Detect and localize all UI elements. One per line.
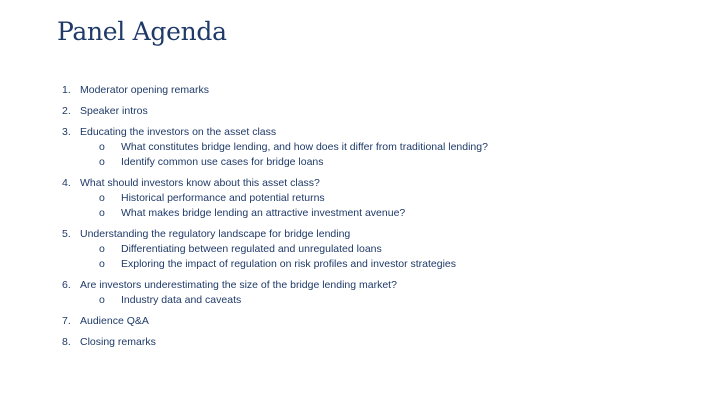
agenda-list [62,83,702,356]
agenda-item-number: 7. [62,315,71,327]
hollow-bullet-icon: o [99,258,105,270]
agenda-item [62,227,702,272]
agenda-item-text: Moderator opening remarks [80,84,209,96]
agenda-subitems [62,242,702,272]
agenda-item [62,314,702,329]
agenda-item-row [62,83,702,98]
agenda-item-row [62,278,702,293]
agenda-item-text: Educating the investors on the asset class [80,126,277,138]
agenda-item-text: Understanding the regulatory landscape for bridge lending [80,228,351,240]
agenda-item-row [62,125,702,140]
agenda-item-text: Closing remarks [80,336,156,348]
agenda-item [62,176,702,221]
agenda-subitem-text: What constitutes bridge lending, and how does it differ from traditional lending? [121,141,488,153]
agenda-subitems [62,140,702,170]
agenda-item-text: Speaker intros [80,105,148,117]
agenda-item-text: Are investors underestimating the size of the bridge lending market? [80,279,397,291]
agenda-item-row [62,314,702,329]
agenda-subitem-text: Identify common use cases for bridge loans [121,156,324,168]
agenda-subitem-text: Exploring the impact of regulation on risk profiles and investor strategies [121,258,457,270]
agenda-subitems [62,191,702,221]
slide-title: Panel Agenda [57,17,227,46]
agenda-item-number: 1. [62,84,71,96]
agenda-item [62,83,702,98]
agenda-subitem-text: Historical performance and potential returns [121,192,325,204]
hollow-bullet-icon: o [99,243,105,255]
hollow-bullet-icon: o [99,207,105,219]
agenda-item-number: 2. [62,105,71,117]
agenda-subitem [62,206,702,221]
agenda-subitem [62,257,702,272]
agenda-item [62,125,702,170]
agenda-subitem [62,242,702,257]
agenda-item [62,335,702,350]
agenda-item-row [62,227,702,242]
agenda-item-row [62,335,702,350]
agenda-subitem [62,293,702,308]
agenda-subitem [62,140,702,155]
agenda-subitems [62,293,702,308]
agenda-item-number: 4. [62,177,71,189]
agenda-subitem-text: Differentiating between regulated and unregulated loans [121,243,382,255]
agenda-item-text: Audience Q&A [80,315,149,327]
agenda-item [62,104,702,119]
agenda-subitem-text: What makes bridge lending an attractive investment avenue? [121,207,406,219]
hollow-bullet-icon: o [99,294,105,306]
agenda-subitem [62,155,702,170]
agenda-item-number: 5. [62,228,71,240]
agenda-subitem [62,191,702,206]
agenda-item-row [62,176,702,191]
hollow-bullet-icon: o [99,156,105,168]
agenda-item-number: 3. [62,126,71,138]
agenda-subitem-text: Industry data and caveats [121,294,242,306]
agenda-item-number: 6. [62,279,71,291]
agenda-item [62,278,702,308]
agenda-item-number: 8. [62,336,71,348]
hollow-bullet-icon: o [99,192,105,204]
agenda-item-row [62,104,702,119]
hollow-bullet-icon: o [99,141,105,153]
agenda-item-text: What should investors know about this asset class? [80,177,320,189]
